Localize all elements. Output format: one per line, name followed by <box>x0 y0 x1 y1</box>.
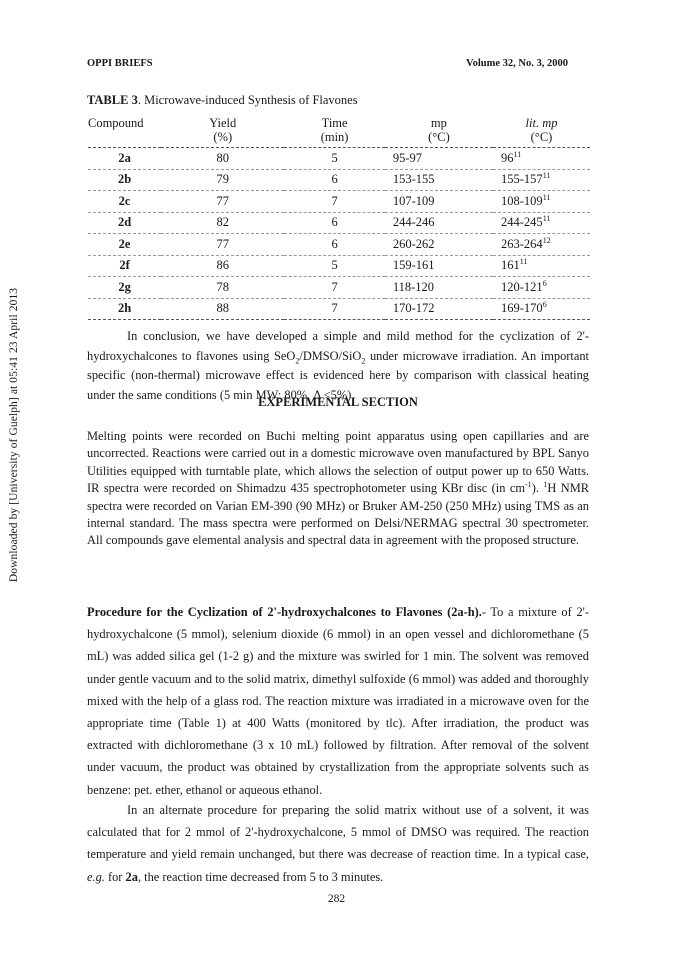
conclusion-paragraph <box>87 327 589 405</box>
cell-compound: 2h <box>117 301 132 316</box>
cell-time: 7 <box>331 301 338 316</box>
cell-compound: 2e <box>118 236 131 251</box>
table-row <box>88 255 590 277</box>
cell-yield: 86 <box>216 258 229 273</box>
cell-yield: 88 <box>216 301 229 316</box>
col-header-yield: Yield <box>209 116 237 130</box>
col-header-lit-mp: lit. mp <box>525 116 558 130</box>
cell-lit-mp: $108-109^{11}$ <box>501 192 551 208</box>
reference-superscript: 12 <box>542 235 551 245</box>
experimental-paragraph <box>87 428 589 550</box>
alternate-text-3: , the reaction time decreased from 5 to 3 minutes. <box>137 869 384 884</box>
col-unit-compound <box>88 130 161 148</box>
cell-lit-mp: $169-170^6$ <box>501 300 547 316</box>
cell-mp: 95-97 <box>392 150 422 165</box>
cell-lit-mp: $155-157^{11}$ <box>501 171 551 187</box>
conclusion-sub-1: 2 <box>295 356 300 366</box>
cell-compound: 2c <box>118 193 131 208</box>
cell-yield: 77 <box>216 236 229 251</box>
conclusion-text-2: /DMSO/SiO <box>299 348 362 363</box>
table-row <box>88 298 590 320</box>
experimental-text-1: Melting points were recorded on Buchi melting point apparatus using open capillaries and are uncorrected. Reactions were carried out in a domestic microwave oven manufactured by BPL Sanyo Utilities equipped with turntable plate, which allows the selection of output power up to 650 Watts. IR spectra were recorded on Shimadzu 435 spectrophotometer using KBr disc (in cm <box>87 429 589 496</box>
col-unit-time: (min) <box>320 130 349 144</box>
table-caption <box>87 93 358 108</box>
cell-lit-mp: $96^{11}$ <box>501 149 522 165</box>
procedure-title: Procedure for the Cyclization of 2'-hydroxychalcones to Flavones (2a-h). <box>87 605 482 619</box>
running-header-volume: Volume 32, No. 3, 2000 <box>466 58 568 69</box>
experimental-text-3: H NMR spectra were recorded on Varian EM-390 (90 MHz) or Bruker AM-250 (250 MHz) using TMS as an internal standard. The mass spectra were performed on Delsi/NERMAG spectral 30 spectrometer. All compounds gave elemental analysis and spectral data in agreement with the proposed structure. <box>87 481 589 548</box>
table-row <box>88 212 590 234</box>
reference-superscript: 11 <box>513 149 522 159</box>
cell-time: 5 <box>331 258 338 273</box>
cell-lit-mp: $263-264^{12}$ <box>501 235 551 251</box>
table-row <box>88 169 590 191</box>
table-label: TABLE 3 <box>87 93 138 107</box>
table-row <box>88 277 590 299</box>
cell-lit-mp: $161^{11}$ <box>501 257 528 273</box>
table-row <box>88 191 590 213</box>
cell-mp: 244-246 <box>392 215 435 230</box>
procedure-text: - To a mixture of 2'-hydroxychalcone (5 mmol), selenium dioxide (6 mmol) in an open vessel and dichloromethane (5 mL) was added silica gel (1-2 g) and the mixture was swirled for 1 min. The solvent was removed under gentle vacuum and to the solid matrix, dimethyl sulfoxide (6 mmol) was added and thoroughly mixed with the help of a glass rod. The reaction mixture was irradiated in a microwave oven for the appropriate time (Table 1) at 400 Watts (monitored by tlc). After irradiation, the product was extracted with dichloromethane (3 x 10 mL) followed by filtration. After removal of the solvent under vacuum, the product was obtained by crystallization from the appropriate solvents such as benzene: pet. ether, ethanol or aqueous ethanol. <box>87 605 589 797</box>
col-header-compound: Compound <box>88 116 144 130</box>
col-unit-lit-mp: (°C) <box>530 130 553 144</box>
cell-time: 6 <box>331 236 338 251</box>
cell-time: 6 <box>331 215 338 230</box>
cell-compound: 2b <box>117 172 132 187</box>
table-row <box>88 234 590 256</box>
cell-time: 7 <box>331 193 338 208</box>
cell-lit-mp: $120-121^6$ <box>501 278 547 294</box>
table-caption-text: . Microwave-induced Synthesis of Flavones <box>137 93 358 107</box>
flavone-synthesis-table <box>88 116 590 320</box>
col-unit-yield: (%) <box>213 130 233 144</box>
col-unit-mp: (°C) <box>428 130 450 144</box>
reference-superscript: 6 <box>542 300 547 310</box>
col-header-time: Time <box>321 116 348 130</box>
cell-compound: 2f <box>119 258 130 273</box>
cell-mp: 170-172 <box>392 301 435 316</box>
alternate-text-1: In an alternate procedure for preparing the solid matrix without use of a solvent, it was calculated that for 2 mmol of 2'-hydroxychalcone, 5 mmol of DMSO was required. The reaction temperature and yield remain unchanged, but there was decrease of reaction time. In a typical case, <box>87 803 589 862</box>
col-header-mp: mp <box>430 116 447 130</box>
table-row <box>88 148 590 170</box>
cell-mp: 107-109 <box>392 193 435 208</box>
cell-yield: 82 <box>216 215 229 230</box>
cell-yield: 77 <box>216 193 229 208</box>
experimental-sup-2: 1 <box>543 480 548 490</box>
cell-lit-mp: $244-245^{11}$ <box>501 214 551 230</box>
experimental-sup-1: -1 <box>525 480 532 490</box>
table-units-row <box>88 130 590 148</box>
cell-compound: 2a <box>118 150 131 165</box>
download-watermark-text: Downloaded by [University of Guelph] at 05:41 23 April 2013 <box>8 287 20 583</box>
cell-mp: 159-161 <box>392 258 435 273</box>
page-number: 282 <box>327 893 346 905</box>
cell-yield: 79 <box>216 172 229 187</box>
reference-superscript: 11 <box>519 257 528 267</box>
cell-mp: 118-120 <box>392 279 435 294</box>
reference-superscript: 11 <box>542 214 551 224</box>
download-watermark <box>6 230 22 640</box>
alternate-procedure-paragraph <box>87 799 589 888</box>
cell-compound: 2d <box>117 215 132 230</box>
running-header-journal: OPPI BRIEFS <box>87 58 153 69</box>
cell-time: 7 <box>331 279 338 294</box>
cell-time: 6 <box>331 172 338 187</box>
alternate-eg: e.g. <box>87 869 105 884</box>
cell-yield: 80 <box>216 150 229 165</box>
section-heading: EXPERIMENTAL SECTION <box>258 395 418 409</box>
cell-mp: 153-155 <box>392 172 435 187</box>
alternate-text-2: for <box>104 869 126 884</box>
reference-superscript: 11 <box>542 171 551 181</box>
conclusion-text-3: under microwave irradiation. An important specific (non-thermal) microwave effect is evidenced here by comparison with classical heating under the same conditions (5 min MW: 80%, Δ <5%). <box>87 348 589 402</box>
table-header-row <box>88 116 590 130</box>
cell-yield: 78 <box>216 279 229 294</box>
cell-mp: 260-262 <box>392 236 435 251</box>
reference-superscript: 11 <box>542 192 551 202</box>
experimental-text-2: ). <box>531 481 544 496</box>
cell-time: 5 <box>331 150 338 165</box>
alternate-compound: 2a <box>125 869 138 884</box>
conclusion-text-1: In conclusion, we have developed a simple and mild method for the cyclization of 2'-hydroxychalcones to flavones using SeO <box>87 329 589 363</box>
reference-superscript: 6 <box>542 278 547 288</box>
procedure-paragraph <box>87 601 589 801</box>
cell-compound: 2g <box>118 279 131 294</box>
conclusion-sub-2: 2 <box>361 356 366 366</box>
